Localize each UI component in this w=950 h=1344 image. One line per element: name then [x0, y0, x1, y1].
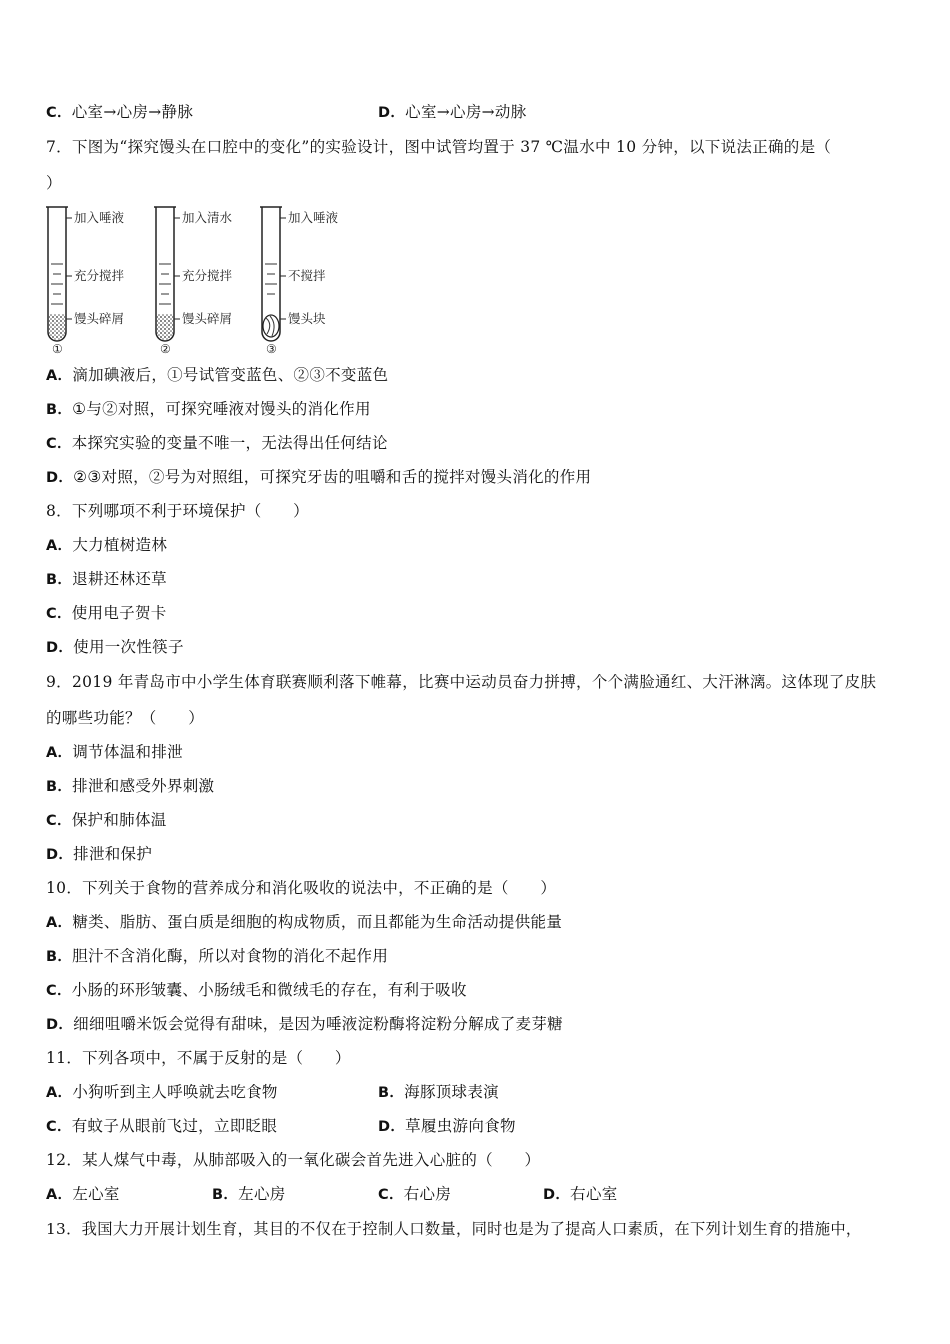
option-text: 排泄和感受外界刺激 — [72, 777, 215, 795]
option-text: 海豚顶球表演 — [404, 1083, 499, 1101]
q10-stem: 10．下列关于食物的营养成分和消化吸收的说法中，不正确的是（ ） — [46, 879, 557, 897]
q8-stem: 8．下列哪项不利于环境保护（ ） — [46, 502, 309, 520]
q10-option-c — [46, 980, 467, 1001]
tube2-top-label: 加入清水 — [182, 210, 233, 225]
option-text: 心室→心房→动脉 — [405, 103, 527, 121]
option-text: ②③对照，②号为对照组，可探究牙齿的咀嚼和舌的搅拌对馒头消化的作用 — [73, 468, 592, 486]
option-text: 小狗听到主人呼唤就去吃食物 — [72, 1083, 278, 1101]
option-text: 排泄和保护 — [73, 845, 153, 863]
q6-option-d — [378, 102, 527, 123]
option-text: 使用电子贺卡 — [71, 604, 167, 622]
option-label: B． — [212, 1187, 239, 1203]
q8-option-a — [46, 535, 167, 556]
option-label: D． — [46, 847, 74, 863]
option-label: B． — [46, 949, 73, 965]
option-text: 右心房 — [403, 1185, 452, 1203]
option-label: D． — [46, 470, 74, 486]
q10-option-d — [46, 1014, 563, 1035]
tube1-mid-label: 充分搅拌 — [74, 268, 125, 283]
option-text: ①与②对照，可探究唾液对馒头的消化作用 — [72, 400, 371, 418]
option-text: 胆汁不含消化酶，所以对食物的消化不起作用 — [72, 947, 389, 965]
q8-option-b — [46, 569, 167, 590]
tube1-top-label: 加入唾液 — [74, 210, 125, 225]
q12-stem: 12．某人煤气中毒，从肺部吸入的一氧化碳会首先进入心脏的（ ） — [46, 1151, 541, 1169]
option-label: B． — [378, 1085, 405, 1101]
option-text: 心室→心房→静脉 — [71, 103, 194, 121]
test-tube-figure — [44, 204, 344, 356]
option-label: C． — [46, 105, 72, 121]
q9-option-c — [46, 810, 167, 831]
q9-option-b — [46, 776, 214, 797]
q10-option-a — [46, 912, 562, 933]
tube1-bottom-label: 馒头碎屑 — [74, 311, 125, 326]
option-label: A． — [46, 1187, 73, 1203]
q12-option-b — [212, 1184, 286, 1205]
q7-option-c — [46, 433, 388, 454]
option-text: 使用一次性筷子 — [73, 638, 184, 656]
q7-stem-line2: ） — [46, 174, 62, 192]
q10-option-b — [46, 946, 388, 967]
test-tube-3 — [260, 207, 339, 356]
option-text: 细细咀嚼米饭会觉得有甜味，是因为唾液淀粉酶将淀粉分解成了麦芽糖 — [73, 1015, 563, 1033]
option-label: D． — [378, 1119, 406, 1135]
option-text: 保护和肺体温 — [71, 811, 167, 829]
q13-stem: 13．我国大力开展计划生育，其目的不仅在于控制人口数量，同时也是为了提高人口素质，在下列计划生育的措施中， — [46, 1220, 862, 1238]
q12-option-d — [543, 1184, 618, 1205]
q9-stem-line2: 的哪些功能？（ ） — [46, 709, 205, 727]
option-text: 左心房 — [238, 1185, 286, 1203]
option-text: 草履虫游向食物 — [405, 1117, 516, 1135]
option-label: A． — [46, 745, 73, 761]
q8-option-c — [46, 603, 167, 624]
q7-option-d — [46, 467, 591, 488]
option-label: A． — [46, 915, 73, 931]
q7-stem-line1: 7．下图为“探究馒头在口腔中的变化”的实验设计，图中试管均置于 37 ℃温水中 10 分钟，以下说法正确的是（ — [46, 138, 832, 156]
q11-option-a — [46, 1082, 278, 1103]
q7-option-b — [46, 399, 371, 420]
option-label: A． — [46, 368, 73, 384]
option-text: 左心室 — [72, 1185, 120, 1203]
q6-option-c — [46, 102, 193, 123]
q11-option-c — [46, 1116, 277, 1137]
option-label: C． — [46, 1119, 72, 1135]
option-label: A． — [46, 1085, 73, 1101]
q11-option-d — [378, 1116, 516, 1137]
option-label: D． — [46, 640, 74, 656]
q9-option-d — [46, 844, 152, 865]
option-text: 糖类、脂肪、蛋白质是细胞的构成物质，而且都能为生命活动提供能量 — [72, 913, 563, 931]
tube2-mid-label: 充分搅拌 — [182, 268, 233, 283]
q11-option-b — [378, 1082, 499, 1103]
tube2-bottom-label: 馒头碎屑 — [182, 311, 233, 326]
option-label: C． — [378, 1187, 404, 1203]
option-text: 大力植树造林 — [72, 536, 168, 554]
option-text: 本探究实验的变量不唯一，无法得出任何结论 — [71, 434, 388, 452]
test-tube-1 — [46, 207, 125, 356]
option-text: 退耕还林还草 — [72, 570, 167, 588]
option-label: B． — [46, 402, 73, 418]
q7-option-a — [46, 365, 388, 386]
q8-option-d — [46, 637, 184, 658]
q12-option-a — [46, 1184, 120, 1205]
option-label: C． — [46, 606, 72, 622]
option-text: 调节体温和排泄 — [72, 743, 183, 761]
q9-stem-line1: 9．2019 年青岛市中小学生体育联赛顺利落下帷幕，比赛中运动员奋力拼搏，个个满脸通红、大汗淋漓。这体现了皮肤 — [46, 673, 877, 691]
option-label: D． — [378, 105, 406, 121]
tube3-mid-label: 不搅拌 — [288, 268, 326, 283]
option-label: C． — [46, 436, 72, 452]
q12-option-c — [378, 1184, 451, 1205]
option-label: A． — [46, 538, 73, 554]
option-label: C． — [46, 983, 72, 999]
tube1-number: ① — [52, 342, 63, 356]
tube3-number: ③ — [266, 342, 277, 356]
option-text: 有蚊子从眼前飞过，立即眨眼 — [71, 1117, 278, 1135]
q11-stem: 11．下列各项中，不属于反射的是（ ） — [46, 1049, 351, 1067]
tube3-top-label: 加入唾液 — [288, 210, 339, 225]
test-tube-2 — [154, 207, 233, 356]
option-label: B． — [46, 572, 73, 588]
option-label: D． — [543, 1187, 571, 1203]
tube2-number: ② — [160, 342, 171, 356]
option-label: B． — [46, 779, 73, 795]
tube3-bottom-label: 馒头块 — [288, 311, 326, 326]
option-label: C． — [46, 813, 72, 829]
option-text: 小肠的环形皱囊、小肠绒毛和微绒毛的存在，有利于吸收 — [71, 981, 467, 999]
option-label: D． — [46, 1017, 74, 1033]
option-text: 右心室 — [570, 1185, 618, 1203]
option-text: 滴加碘液后，①号试管变蓝色、②③不变蓝色 — [72, 366, 389, 384]
q9-option-a — [46, 742, 183, 763]
